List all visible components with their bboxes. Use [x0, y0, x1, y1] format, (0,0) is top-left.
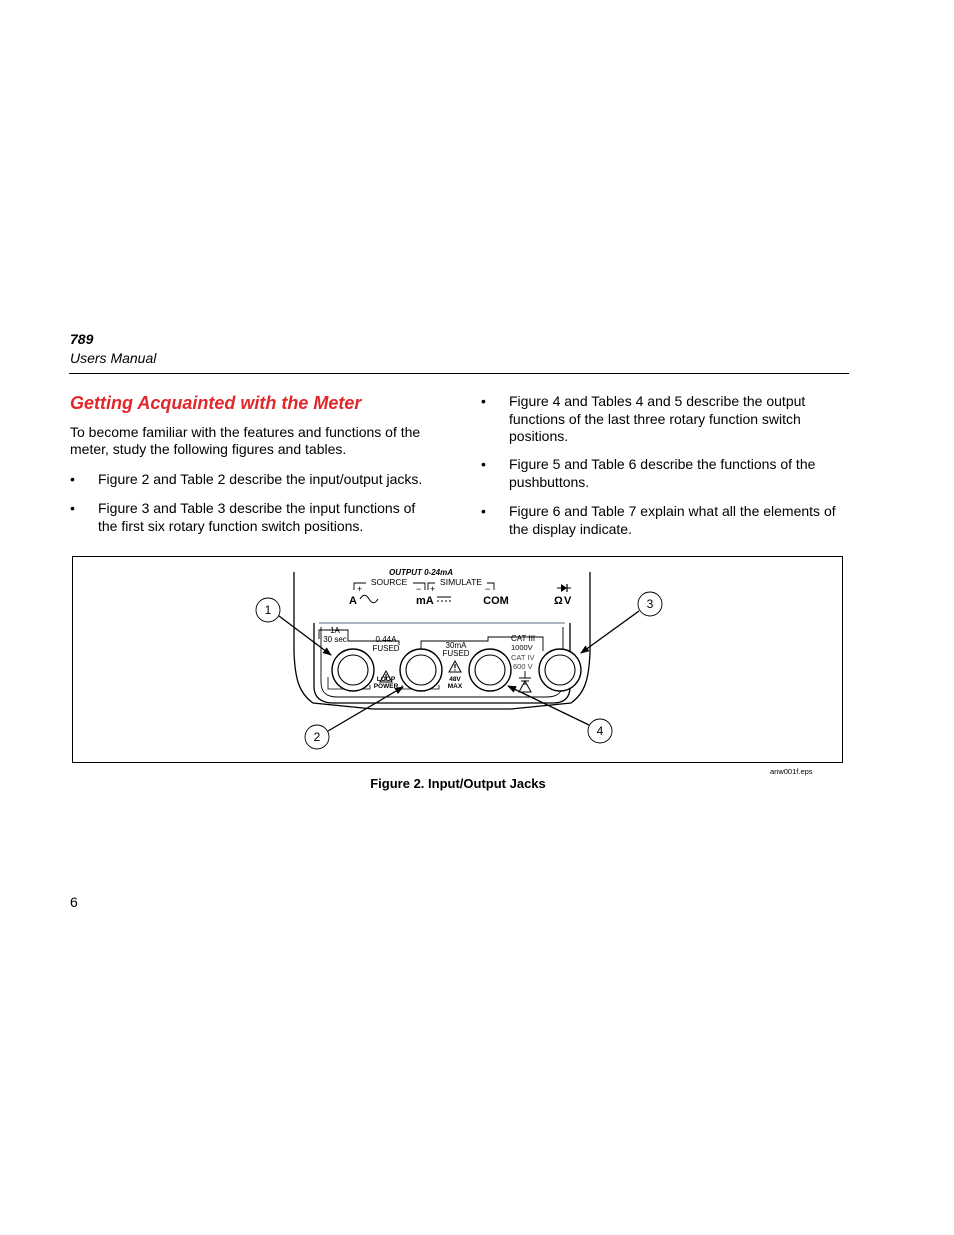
jack-a [332, 649, 374, 691]
warning-icon [519, 681, 531, 692]
bullet-line: the display indicate. [509, 520, 632, 537]
bullet-line: Figure 3 and Table 3 describe the input functions of [98, 500, 416, 516]
loop-label: LOOP [376, 676, 396, 683]
source-label: SOURCE [370, 577, 408, 587]
bullet-line: Figure 5 and Table 6 describe the functions of the [509, 456, 816, 472]
bullet-line: positions. [509, 428, 569, 444]
output-label: OUTPUT 0-24mA [388, 568, 454, 577]
header-model: 789 [70, 331, 94, 347]
bullet-symbol: • [481, 503, 486, 519]
simulate-minus: − [485, 584, 491, 594]
48v-label: 48V [449, 676, 461, 683]
header-rule [69, 373, 849, 374]
bullet-symbol: • [70, 471, 75, 487]
rating-30ma: 30mA [445, 641, 467, 650]
page-number: 6 [70, 894, 78, 910]
source-minus: − [416, 584, 422, 594]
bullet-line: Figure 4 and Tables 4 and 5 describe the output [509, 393, 806, 409]
bullet-line: functions of the last three rotary function switch [509, 410, 801, 427]
intro-paragraph [70, 424, 420, 458]
bullet-symbol: • [481, 393, 486, 409]
bullet-line: pushbuttons. [509, 473, 590, 490]
section-title: Getting Acquainted with the Meter [70, 393, 362, 413]
callout-3-label: 3 [646, 597, 654, 611]
rating-044a: 0.44A [375, 635, 397, 644]
bullet-line: Figure 2 and Table 2 describe the input/output jacks. [98, 471, 423, 487]
intro-line: To become familiar with the features and functions of the [70, 424, 421, 440]
jack-label-com: COM [483, 595, 509, 607]
rating-cat4: CAT IV [511, 653, 535, 662]
callout-4-label: 4 [596, 724, 604, 738]
rating-30sec: 30 sec [323, 635, 347, 644]
header-subtitle: Users Manual [70, 350, 157, 366]
callout-4-arrow [508, 686, 589, 725]
rating-1a: 1A [330, 626, 340, 635]
bullet-line: the first six rotary function switch positions. [98, 517, 364, 534]
bullet-symbol: • [70, 500, 75, 516]
source-plus: + [357, 584, 363, 594]
jack-v [539, 649, 581, 691]
figure-frame [72, 556, 843, 763]
power-label: POWER [373, 683, 399, 690]
callout-1-label: 1 [264, 603, 272, 617]
jack-label-v: V [564, 595, 572, 607]
rating-1000v: 1000V [511, 643, 533, 652]
ohm-symbol: Ω [554, 595, 563, 607]
jack-label-a: A [349, 595, 357, 607]
jack-com [469, 649, 511, 691]
bullet-line: Figure 6 and Table 7 explain what all the elements of [509, 503, 836, 519]
ground-icon [519, 671, 531, 684]
jack-ma [400, 649, 442, 691]
rating-600v: 600 V [513, 662, 533, 671]
dc-symbol-icon [437, 597, 451, 601]
simulate-label: SIMULATE [440, 577, 482, 587]
diode-icon [557, 584, 571, 592]
rating-cat3: CAT III [511, 634, 536, 643]
rating-fused-1: FUSED [372, 644, 400, 653]
bullet-symbol: • [481, 456, 486, 472]
max-label: MAX [447, 683, 463, 690]
warning-icon [449, 661, 461, 672]
simulate-plus: + [430, 584, 436, 594]
rating-fused-2: FUSED [442, 649, 470, 658]
jack-panel-illustration [73, 557, 842, 762]
intro-line: meter, study the following figures and tables. [70, 441, 347, 457]
callout-2-label: 2 [313, 730, 321, 744]
jack-label-ma: mA [416, 595, 434, 607]
ac-symbol-icon [360, 595, 378, 603]
figure-file-name: anw001f.eps [770, 767, 813, 776]
figure-caption: Figure 2. Input/Output Jacks [370, 776, 546, 791]
